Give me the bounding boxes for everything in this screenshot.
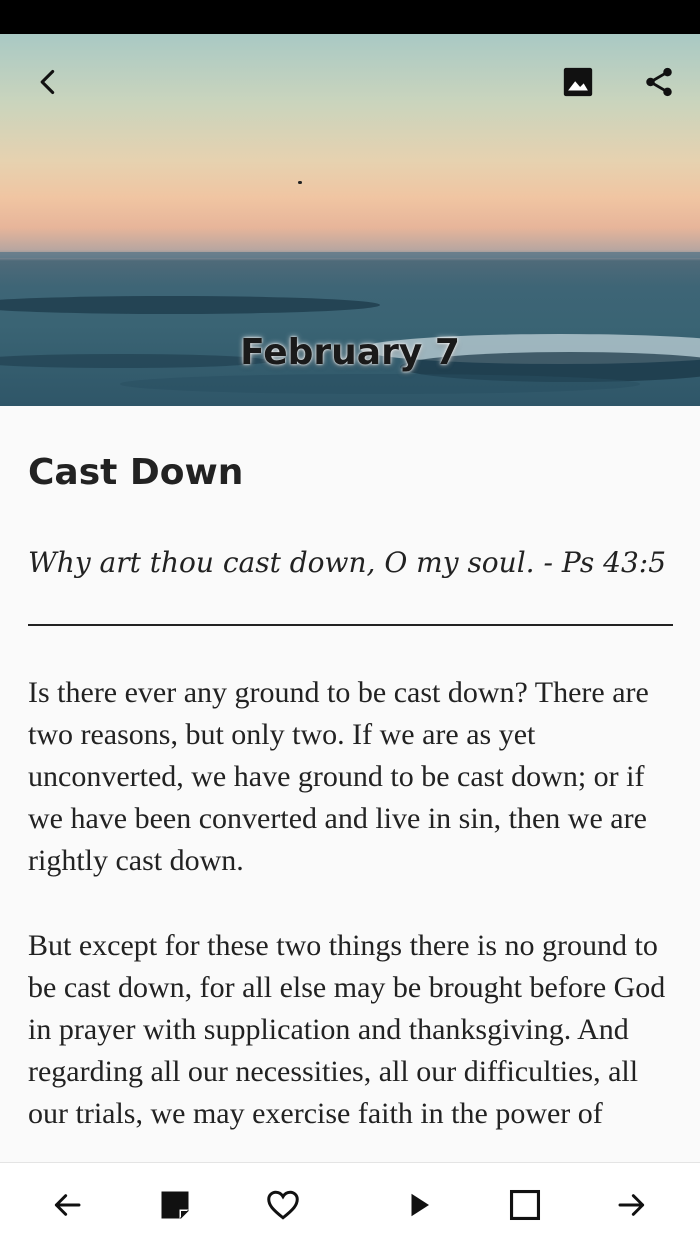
- date-title: February 7: [240, 332, 460, 373]
- stop-icon: [508, 1188, 542, 1222]
- next-day-button[interactable]: [610, 1183, 654, 1227]
- image-icon: [561, 65, 595, 99]
- bottom-nav-bar: [0, 1162, 700, 1244]
- horizon-line: [0, 252, 700, 258]
- share-button[interactable]: [635, 58, 683, 106]
- stop-button[interactable]: [503, 1183, 547, 1227]
- play-button[interactable]: [397, 1183, 441, 1227]
- heart-icon: [265, 1187, 301, 1223]
- arrow-right-icon: [616, 1189, 648, 1221]
- wave: [120, 374, 640, 394]
- share-icon: [642, 65, 676, 99]
- wave: [0, 296, 380, 314]
- bird: [298, 181, 302, 184]
- calendar-icon: [157, 1187, 193, 1223]
- devotional-content[interactable]: [0, 406, 700, 1162]
- change-image-button[interactable]: [554, 58, 602, 106]
- arrow-left-icon: [51, 1189, 83, 1221]
- paragraph: But except for these two things there is no ground to be cast down, for all else may be brought before God in prayer with supplication and thanksgiving. And regarding all our necessities, all our difficulties, all our trials, we may exercise faith in the power of: [28, 929, 666, 1130]
- devotional-title: Cast Down: [28, 452, 244, 493]
- arrow-back-icon: [34, 68, 62, 96]
- favorite-button[interactable]: [261, 1183, 305, 1227]
- scripture-verse: Why art thou cast down, O my soul. - Ps 43:5: [28, 546, 667, 579]
- status-bar: [0, 0, 700, 34]
- back-button[interactable]: [24, 58, 72, 106]
- play-icon: [404, 1190, 434, 1220]
- paragraph: Is there ever any ground to be cast down? There are two reasons, but only two. If we are as yet unconverted, we have ground to be cast down; or if we have been converted and live in sin, then we are rightly cast down.: [28, 676, 649, 877]
- previous-day-button[interactable]: [45, 1183, 89, 1227]
- divider: [28, 624, 673, 626]
- calendar-button[interactable]: [153, 1183, 197, 1227]
